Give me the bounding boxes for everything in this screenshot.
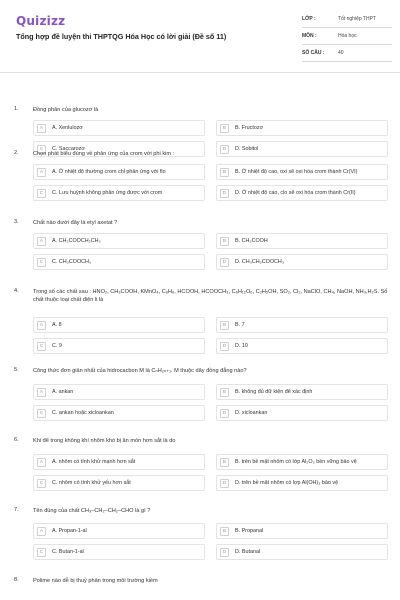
option-text: A. 8 xyxy=(52,322,62,328)
option-c[interactable] xyxy=(33,405,205,421)
option-b[interactable] xyxy=(216,164,388,180)
option-b[interactable] xyxy=(216,233,388,249)
option-a[interactable] xyxy=(33,384,205,400)
meta-value: Tốt nghiệp THPT xyxy=(338,16,376,22)
option-d[interactable] xyxy=(216,475,388,491)
option-letter: D xyxy=(220,342,229,351)
option-letter: D xyxy=(220,409,229,418)
question-number: 4. xyxy=(14,288,19,294)
question-number: 3. xyxy=(14,219,19,225)
option-letter: D xyxy=(220,479,229,488)
option-letter: B xyxy=(220,321,229,330)
option-letter: D xyxy=(220,548,229,557)
option-d[interactable] xyxy=(216,405,388,421)
option-text: A. CH₃COOCH₂CH₃ xyxy=(52,238,101,244)
question-text: Đồng phân của glucozơ là xyxy=(33,107,99,113)
option-c[interactable] xyxy=(33,475,205,491)
option-letter: C xyxy=(37,258,46,267)
quizizz-logo: Quizizz xyxy=(16,14,66,28)
question-text: Chọn phát biểu đúng về phản ứng của crom với phi kim : xyxy=(33,151,175,157)
meta-row-subject xyxy=(302,31,392,45)
option-a[interactable] xyxy=(33,233,205,249)
option-b[interactable] xyxy=(216,120,388,136)
question-number: 6. xyxy=(14,437,19,443)
option-b[interactable] xyxy=(216,523,388,539)
option-text: A. Ở nhiệt độ thường crom chỉ phản ứng với flo xyxy=(52,169,166,175)
option-text: C. nhôm có tính khử yếu hơn sắt xyxy=(52,480,131,486)
question-number: 7. xyxy=(14,507,19,513)
option-text: C. Butan-1-al xyxy=(52,549,84,555)
option-letter: B xyxy=(220,388,229,397)
option-a[interactable] xyxy=(33,523,205,539)
option-letter: A xyxy=(37,388,46,397)
option-text: C. CH₃COOCH₃ xyxy=(52,259,92,265)
option-letter: D xyxy=(220,189,229,198)
option-c[interactable] xyxy=(33,544,205,560)
option-b[interactable] xyxy=(216,384,388,400)
option-text: B. CH₃COOH xyxy=(235,238,268,244)
option-letter: C xyxy=(37,409,46,418)
option-letter: B xyxy=(220,458,229,467)
option-text: D. 10 xyxy=(235,343,248,349)
option-text: C. ankan hoặc xicloankan xyxy=(52,410,114,416)
option-letter: D xyxy=(220,145,229,154)
question-text: Công thức đơn giản nhất của hidrocacbon M là CₙH₂ₙ₊₁. M thuộc dãy đồng đẳng nào? xyxy=(33,368,247,374)
option-a[interactable] xyxy=(33,164,205,180)
question-number: 5. xyxy=(14,367,19,373)
question-number: 1. xyxy=(14,106,19,112)
option-text: C. Lưu huỳnh không phản ứng được với crom xyxy=(52,190,163,196)
option-b[interactable] xyxy=(216,317,388,333)
meta-value: 40 xyxy=(338,50,344,56)
option-text: D. CH₃CH₂COOCH₃ xyxy=(235,259,285,265)
option-d[interactable] xyxy=(216,185,388,201)
meta-label: MÔN : xyxy=(302,33,317,39)
option-text: A. Propan-1-al xyxy=(52,528,87,534)
option-a[interactable] xyxy=(33,317,205,333)
question-number: 2. xyxy=(14,150,19,156)
option-letter: B xyxy=(220,527,229,536)
meta-table xyxy=(302,14,392,65)
option-text: B. Fructozơ xyxy=(235,125,264,131)
option-d[interactable] xyxy=(216,544,388,560)
option-b[interactable] xyxy=(216,454,388,470)
option-text: A. Xenlulozơ xyxy=(52,125,83,131)
option-text: B. không đủ dữ kiện để xác định xyxy=(235,389,313,395)
option-letter: D xyxy=(220,258,229,267)
option-letter: C xyxy=(37,342,46,351)
option-text: D. Butanal xyxy=(235,549,261,555)
meta-label: SỐ CÂU : xyxy=(302,50,325,56)
meta-row-class xyxy=(302,14,392,28)
meta-row-count xyxy=(302,48,392,62)
option-text: D. xicloankan xyxy=(235,410,268,416)
option-c[interactable] xyxy=(33,254,205,270)
option-letter: B xyxy=(220,124,229,133)
option-text: B. Propanal xyxy=(235,528,264,534)
option-text: C. Saccarozơ xyxy=(52,146,85,152)
question-text: Polime nào dễ bị thuỷ phân trong môi trường kiềm xyxy=(33,578,158,584)
question-text: Tên đúng của chất CH₃–CH₂–CH₂–CHO là gì ? xyxy=(33,508,151,514)
option-letter: A xyxy=(37,527,46,536)
option-letter: C xyxy=(37,189,46,198)
option-text: C. 9 xyxy=(52,343,62,349)
option-letter: A xyxy=(37,168,46,177)
option-letter: A xyxy=(37,321,46,330)
option-letter: B xyxy=(220,237,229,246)
option-letter: C xyxy=(37,145,46,154)
option-text: B. 7 xyxy=(235,322,245,328)
option-text: A. nhôm có tính khử mạnh hơn sắt xyxy=(52,459,136,465)
worksheet-header xyxy=(0,0,400,70)
question-text: Khi để trong không khí nhôm khó bị ăn mòn hơn sắt là do xyxy=(33,438,176,444)
question-number: 8. xyxy=(14,577,19,583)
option-letter: B xyxy=(220,168,229,177)
page-title: Tổng hợp đề luyện thi THPTQG Hóa Học có lời giải (Đề số 11) xyxy=(16,32,227,41)
option-text: B. Ở nhiệt độ cao, oxi sẽ oxi hóa crom thành Cr(VI) xyxy=(235,169,358,175)
option-text: D. trên bề mặt nhôm có lợp Al(OH)₃ bảo vệ xyxy=(235,480,339,486)
meta-value: Hóa học xyxy=(338,33,357,39)
option-letter: C xyxy=(37,479,46,488)
option-letter: A xyxy=(37,458,46,467)
option-letter: A xyxy=(37,124,46,133)
header-divider xyxy=(0,72,400,73)
question-text: Chất nào dưới đây là etyl axetat ? xyxy=(33,220,118,226)
option-d[interactable] xyxy=(216,254,388,270)
question-text: Trong số các chất sau : HNO₂, CH₃COOH, KMnO₄, C₆H₆, HCOOH, HCOOCH₃, C₆H₁₂O₆, C₂H₅OH, SO₂, Cl₂, NaClO, CH₄, NaOH, NH₃,H₂S. Số chất thuộc loại chất điện li là xyxy=(33,289,388,303)
option-text: D. Ở nhiệt độ cao, clo sẽ oxi hóa crom thành Cr(II) xyxy=(235,190,356,196)
option-text: B. trên bề mặt nhôm có lớp Al₂O₃ bền vững bảo vệ xyxy=(235,459,357,465)
option-letter: A xyxy=(37,237,46,246)
option-text: D. Sobitol xyxy=(235,146,259,152)
option-text: A. ankan xyxy=(52,389,74,395)
option-a[interactable] xyxy=(33,120,205,136)
option-c[interactable] xyxy=(33,338,205,354)
option-c[interactable] xyxy=(33,185,205,201)
option-letter: C xyxy=(37,548,46,557)
meta-label: LỚP : xyxy=(302,16,316,22)
option-a[interactable] xyxy=(33,454,205,470)
option-d[interactable] xyxy=(216,338,388,354)
